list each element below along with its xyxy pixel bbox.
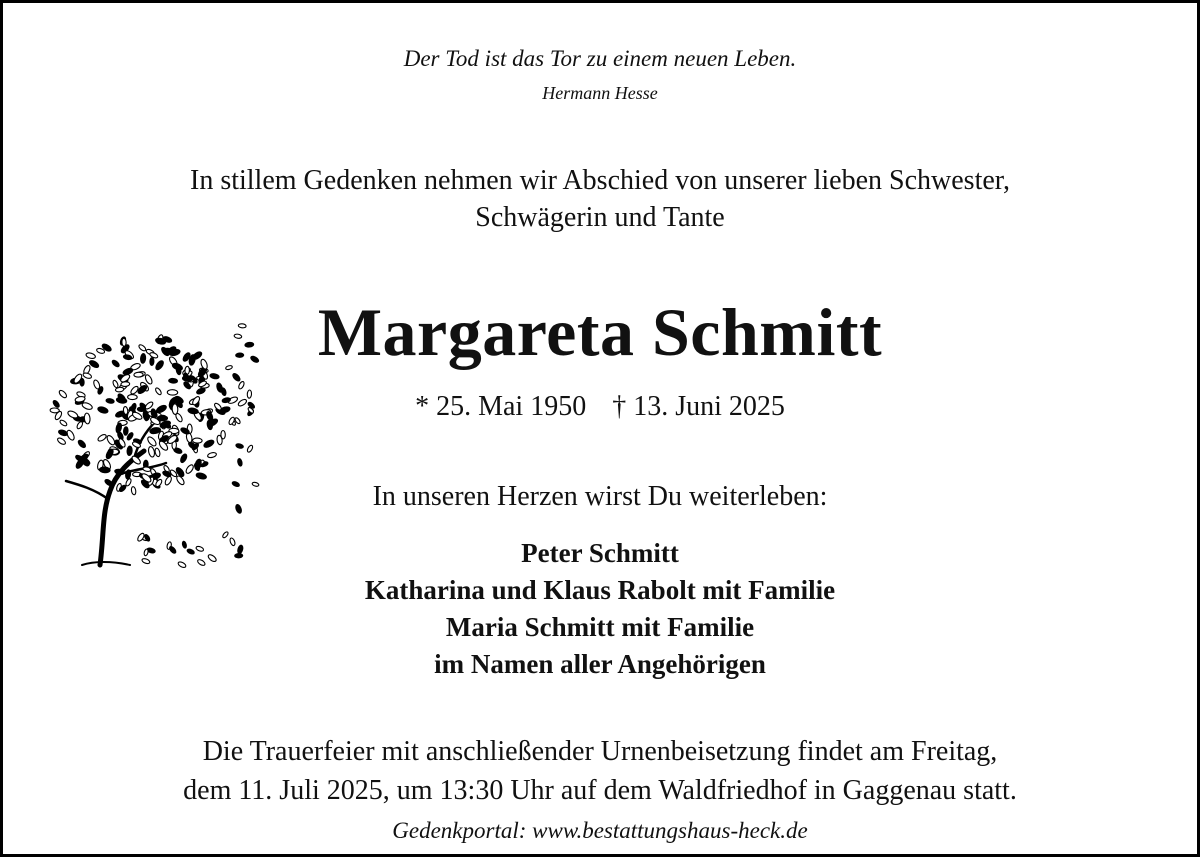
- mourner-item: im Namen aller Angehörigen: [434, 649, 766, 679]
- ceremony-line-2: dem 11. Juli 2025, um 13:30 Uhr auf dem Waldfriedhof in Gaggenau statt.: [183, 775, 1017, 806]
- deceased-name: Margareta Schmitt: [317, 294, 883, 370]
- mourner-item: Peter Schmitt: [521, 538, 679, 568]
- hearts-line: In unseren Herzen wirst Du weiterleben:: [372, 481, 828, 512]
- mourner-item: Maria Schmitt mit Familie: [445, 612, 755, 642]
- quote-author: Hermann Hesse: [542, 83, 658, 103]
- intro-line-1: In stillem Gedenken nehmen wir Abschied von unserer lieben Schwester,: [190, 165, 1010, 196]
- birth-date: * 25. Mai 1950: [415, 391, 587, 422]
- ceremony-line-1: Die Trauerfeier mit anschließender Urnenbeisetzung findet am Freitag,: [202, 736, 998, 767]
- mourners-list: [3, 535, 1197, 683]
- life-dates: [3, 391, 1197, 423]
- intro-line-2: Schwägerin und Tante: [475, 202, 725, 233]
- quote-text: Der Tod ist das Tor zu einem neuen Leben.: [403, 46, 797, 71]
- memorial-portal-link[interactable]: Gedenkportal: www.bestattungshaus-heck.de: [392, 818, 808, 843]
- death-date: † 13. Juni 2025: [612, 391, 785, 422]
- mourner-item: Katharina und Klaus Rabolt mit Familie: [364, 575, 836, 605]
